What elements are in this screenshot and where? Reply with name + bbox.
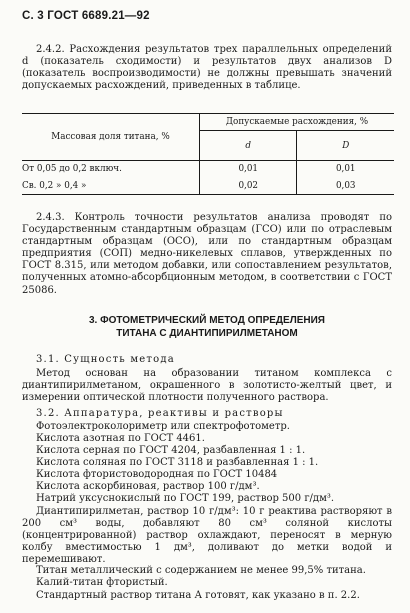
reagent-line: Стандартный раствор титана А готовят, как указано в п. 2.2. (36, 590, 360, 601)
table-cell-D: 0,01 (297, 161, 394, 178)
heading-3-1: 3.1. Сущность метода (36, 354, 175, 365)
table-header-mass-fraction: Массовая доля титана, % (22, 114, 199, 161)
table-header-D: D (297, 131, 394, 161)
table-cell-d: 0,01 (199, 161, 297, 178)
reagent-line: Фотоэлектроколориметр или спектрофотометр. (36, 421, 290, 432)
paragraph-2-4-2: 2.4.2. Расхождения результатов трех параллельных определений d (показатель сходимости) и результатов двух анализов D (показатель воспроизводимости) не должны превышать значений допускаемых расхождений, приведенных в таблице. (22, 44, 392, 92)
table-cell-d: 0,02 (199, 178, 297, 195)
reagent-line: Кислота азотная по ГОСТ 4461. (36, 433, 205, 444)
table-cell-range: Св. 0,2 » 0,4 » (22, 178, 199, 195)
table-cell-D: 0,03 (297, 178, 394, 195)
paragraph-diantipyrilmethane: Диантипирилметан, раствор 10 г/дм³: 10 г реактива растворяют в 200 см³ воды, добавляют 80 см³ соляной кислоты (концентрированной) раствор охлаждают, переносят в мерную колбу вместимостью 1 дм³, доливают до метки водой и перемешивают. (22, 506, 392, 566)
page-header: С. 3 ГОСТ 6689.21—92 (22, 10, 150, 22)
table-row (22, 178, 394, 195)
section-title-line-2: ТИТАНА С ДИАНТИПИРИЛМЕТАНОМ (116, 328, 298, 339)
tolerance-table (22, 113, 394, 195)
table-header-d: d (199, 131, 297, 161)
reagent-line: Калий-титан фтористый. (36, 577, 168, 588)
paragraph-3-1: Метод основан на образовании титаном комплекса с диантипирилметаном, окрашенного в золотисто-желтый цвет, и измерении оптической плотности полученного раствора. (22, 368, 392, 404)
reagent-line: Кислота аскорбиновая, раствор 100 г/дм³. (36, 481, 260, 492)
table-header-tolerances: Допускаемые расхождения, % (199, 114, 394, 131)
heading-3-2: 3.2. Аппаратура, реактивы и растворы (36, 408, 284, 419)
table-row (22, 161, 394, 178)
reagent-line: Натрий уксуснокислый по ГОСТ 199, раствор 500 г/дм³. (36, 493, 335, 504)
reagent-line: Кислота соляная по ГОСТ 3118 и разбавленная 1 : 1. (36, 457, 319, 468)
reagent-line: Кислота серная по ГОСТ 4204, разбавленная 1 : 1. (36, 445, 306, 456)
paragraph-2-4-3: 2.4.3. Контроль точности результатов анализа проводят по Государственным стандартным образцам (ГСО) или по отраслевым стандартным образцам (ОСО), или по стандартным образцам предприятия (СОП) медно-никелевых сплавов, утвержденных по ГОСТ 8.315, или методом добавки, или сопоставлением результатов, полученных атомно-абсорбционным методом, в соответствии с ГОСТ 25086. (22, 212, 392, 296)
reagent-line: Кислота фтористоводородная по ГОСТ 10484 (36, 469, 278, 480)
reagent-line: Титан металлический с содержанием не менее 99,5% титана. (36, 565, 366, 576)
table-cell-range: От 0,05 до 0,2 включ. (22, 164, 122, 175)
section-title-line-1: 3. ФОТОМЕТРИЧЕСКИЙ МЕТОД ОПРЕДЕЛЕНИЯ (88, 315, 325, 326)
